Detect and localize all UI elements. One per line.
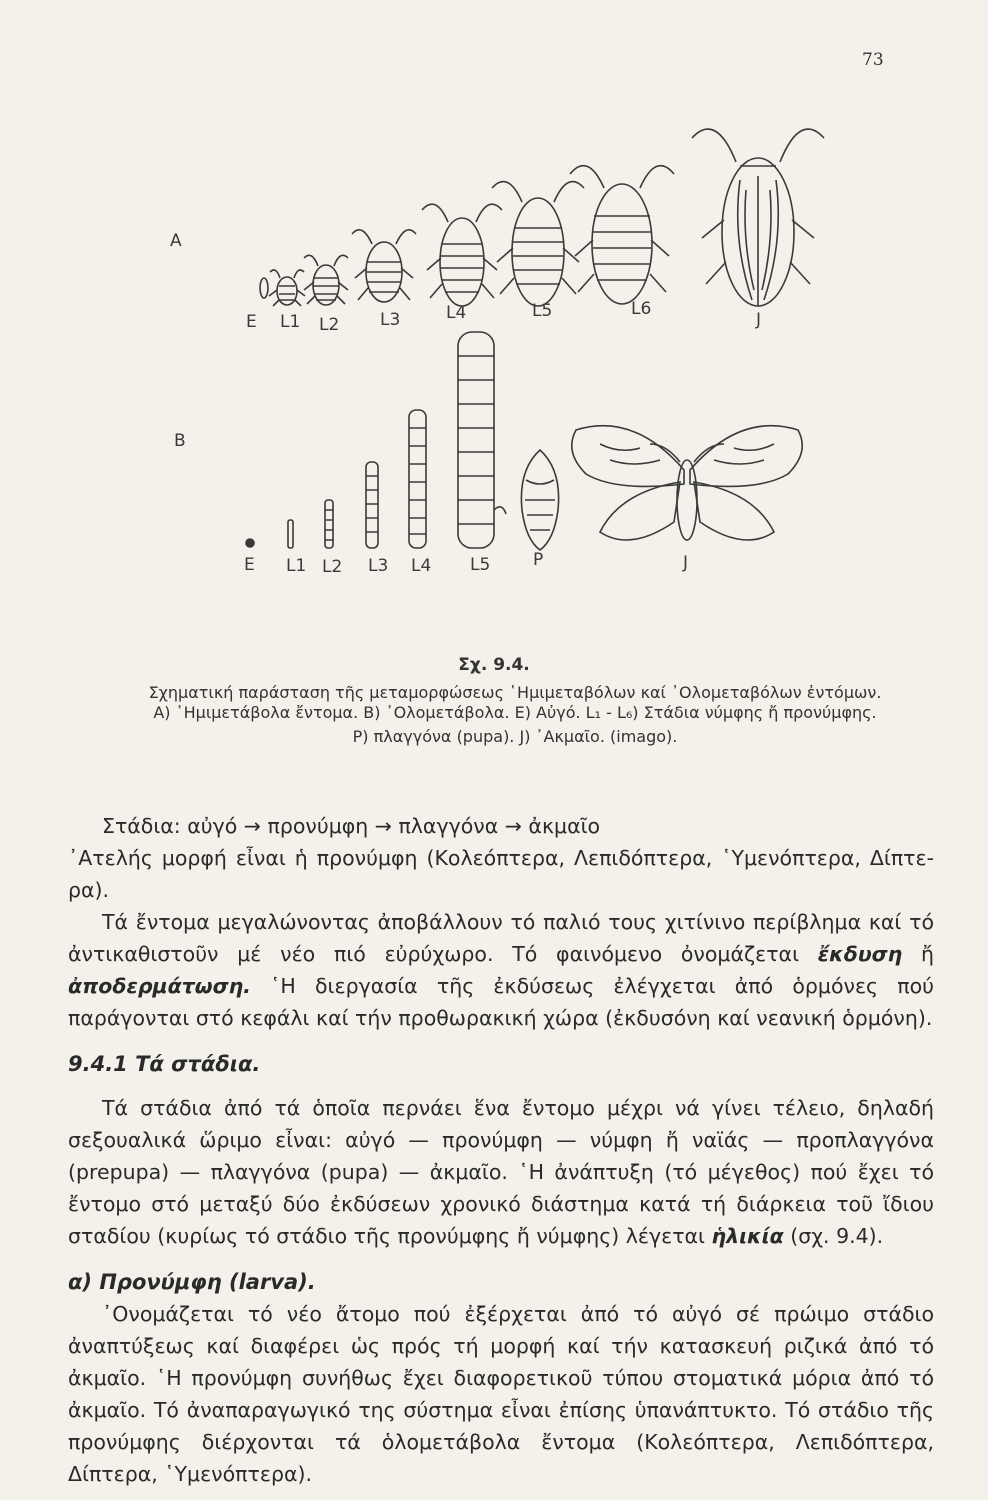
row-b-stage-l1: L1: [286, 556, 307, 576]
row-a-stage-l6: L6: [631, 299, 652, 319]
nymph-l4-icon: [422, 204, 502, 306]
row-b-stage-p: P: [533, 550, 544, 570]
row-b-stage-l3: L3: [368, 556, 389, 576]
row-a-stage-e: E: [246, 312, 257, 332]
figure-drawing: [0, 0, 988, 640]
ateles-line: ᾿Ατελής μορφή εἶναι ἡ προνύμφη (Κολεόπτερα, Λεπιδόπτερα, ῾Υμενόπτερα, Δίπτε-ρα).: [68, 846, 934, 902]
body-text: [68, 810, 934, 1490]
nymph-l1-icon: [269, 270, 305, 306]
section-heading: 9.4.1 Τά στάδια.: [68, 1052, 261, 1076]
row-b-stage-l4: L4: [411, 556, 432, 576]
row-a-stage-l4: L4: [446, 303, 467, 323]
row-a-stage-l2: L2: [319, 315, 340, 335]
row-b-stage-l2: L2: [322, 557, 343, 577]
metamorphosis-figure: [0, 0, 988, 640]
larva-l1-icon: [288, 520, 293, 548]
nymph-l2-icon: [304, 255, 348, 305]
egg-b-icon: [246, 539, 254, 547]
row-a-stage-j: J: [756, 310, 762, 330]
adult-cockroach-icon: [692, 129, 824, 306]
row-b-stage-l5: L5: [470, 555, 491, 575]
stages-text-b: (σχ. 9.4).: [783, 1224, 884, 1248]
term-apodermatosi: ἀποδερμάτωση.: [68, 974, 251, 998]
nymph-l6-icon: [570, 166, 674, 304]
stages-text-a: Τά στάδια ἀπό τά ὁποῖα περνάει ἕνα ἔντομο μέχρι νά γίνει τέλειο, δηλαδή σεξουαλικά ὥριμο εἶναι: αὐγό — προνύμφη — νύμφη ἤ ναϊάς — προπλαγγόνα (prepupa) — πλαγγόνα (pupa) — ἀκμαῖο. ῾Η ἀνάπτυξη (τό μέγεθος) πού ἔχει τό ἔντομο στό μεταξύ δύο ἐκδύσεων χρονικό διάστημα κατά τή διάρκεια τοῦ ἴδιου σταδίου (κυρίως τό στάδιο τῆς προνύμφης ἤ νύμφης) λέγεται: [68, 1096, 934, 1248]
row-b-label: B: [174, 431, 186, 451]
figure-number: Σχ. 9.4.: [458, 655, 530, 675]
row-a-label: A: [170, 231, 182, 251]
nymph-l3-icon: [352, 230, 416, 302]
term-ilikia: ἡλικία: [711, 1224, 784, 1248]
nymph-l5-icon: [492, 182, 584, 306]
pupa-icon: [521, 450, 558, 550]
larva-l3-icon: [366, 462, 378, 548]
row-a-stage-l3: L3: [380, 310, 401, 330]
row-b-stage-labels: [244, 550, 688, 577]
adult-moth-icon: [572, 426, 802, 540]
larva-l5-icon: [458, 332, 506, 548]
row-a-stage-l1: L1: [280, 312, 301, 332]
moult-text-b: ἤ: [902, 942, 934, 966]
row-b-stage-j: J: [683, 553, 689, 573]
caption-line-1: Σχηματική παράσταση τῆς μεταμορφώσεως ῾Ημιμεταβόλων καί ᾿Ολομεταβόλων ἐντόμων.: [148, 683, 882, 702]
stages-paragraph: [68, 1092, 934, 1252]
row-b-drawings: [246, 332, 802, 550]
larva-l2-icon: [325, 500, 333, 548]
larva-subheading: α) Προνύμφη (larva).: [68, 1270, 316, 1294]
larva-l4-icon: [409, 410, 426, 548]
moulting-paragraph: [68, 906, 934, 1034]
stages-line: Στάδια: αὐγό → προνύμφη → πλαγγόνα → ἀκμαῖο: [102, 814, 601, 838]
page-number: 73: [862, 50, 884, 70]
larva-paragraph: ᾿Ονομάζεται τό νέο ἄτομο πού ἐξέρχεται ἀπό τό αὐγό σέ πρώιμο στάδιο ἀναπτύξεως καί διαφέρει ὡς πρός τή μορφή καί τήν κατασκευή ριζικά ἀπό τό ἀκμαῖο. ῾Η προνύμφη συνήθως ἔχει διαφορετικοῦ τύπου στοματικά μόρια ἀπό τό ἀκμαῖο. Τό ἀναπαραγωγικό της σύστημα εἶναι ἐπίσης ὑπανάπτυκτο. Τό στάδιο τῆς προνύμφης διέρχονται τά ὁλομετάβολα ἔντομα (Κολεόπτερα, Λεπιδόπτερα, Δίπτερα, ῾Υμενόπτερα).: [68, 1302, 934, 1486]
row-a-drawings: [260, 129, 824, 306]
caption-line-3: P) πλαγγόνα (pupa). J) ᾿Ακμαῖο. (imago).: [352, 727, 678, 746]
row-a-stage-l5: L5: [532, 301, 553, 321]
caption-line-2: A) ῾Ημιμετάβολα ἔντομα. B) ᾿Ολομετάβολα. E) Αὐγό. L₁ - L₆) Στάδια νύμφης ἤ προνύμφης.: [153, 703, 877, 722]
moult-text-a: Τά ἔντομα μεγαλώνοντας ἀποβάλλουν τό παλιό τους χιτίνινο περίβλημα καί τό ἀντικαθιστοῦν μέ νέο πιό εὐρύχωρο. Τό φαινόμενο ὀνομάζεται: [68, 910, 934, 966]
egg-a-icon: [260, 278, 268, 298]
term-ekdysi: ἔκδυση: [817, 942, 903, 966]
moult-text-c: ῾Η διεργασία τῆς ἐκδύσεως ἐλέγχεται ἀπό ὁρμόνες πού παράγονται στό κεφάλι καί τήν προθωρακική χώρα (ἐκδυσόνη καί νεανική ὁρμόνη).: [68, 974, 934, 1030]
row-b-stage-e: E: [244, 555, 255, 575]
